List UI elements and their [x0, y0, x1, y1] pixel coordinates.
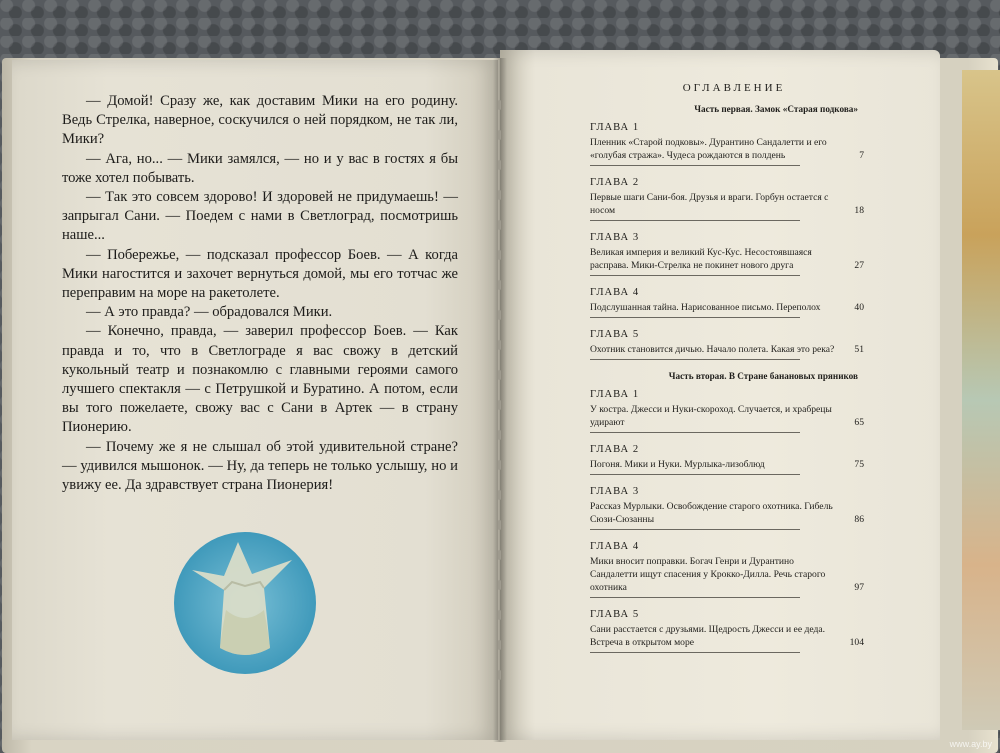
- toc-chapter-heading: ГЛАВА 5: [590, 329, 640, 340]
- toc-divider: [590, 359, 800, 360]
- toc-chapter: [590, 232, 864, 276]
- toc-chapter: [590, 541, 864, 598]
- toc-chapter: [590, 609, 864, 653]
- toc-page-number: 27: [854, 260, 864, 271]
- stitch: [498, 580, 501, 590]
- stitch: [498, 280, 501, 290]
- stitch: [498, 340, 501, 350]
- toc-page-number: 65: [854, 417, 864, 428]
- toc-chapter-description: [590, 500, 864, 526]
- toc-chapter-text: Пленник «Старой подковы». Дурантино Сандалетти и его «голубая стража». Чудеса рождаются в полдень: [590, 137, 827, 161]
- stitch: [498, 610, 501, 620]
- story-paragraph: — Конечно, правда, — заверил профессор Боев. — Как правда и то, что в Светлограде я вас свожу в детский кукольный театр и познакомлю с главными героями самого лучшего спектакля — с Петрушкой и Буратино. А потом, если вы того пожелаете, свожу вас с Сани в Артек — в страну Пионерию.: [62, 323, 458, 436]
- stitch: [498, 460, 501, 470]
- toc-divider: [590, 529, 800, 530]
- toc-chapter-text: У костра. Джесси и Нуки-скороход. Случается, и храбрецы удирают: [590, 404, 832, 428]
- toc-chapter-heading: ГЛАВА 3: [590, 486, 640, 497]
- toc-chapter: [590, 287, 864, 318]
- stitch: [498, 370, 501, 380]
- toc-divider: [590, 432, 800, 433]
- story-paragraph: — Так это совсем здорово! И здоровей не придумаешь! — запрыгал Сани. — Поедем с нами в Светлоград, посмотришь наше...: [62, 189, 458, 244]
- story-paragraph: — Почему же я не слышал об этой удивительной стране? — удивился мышонок. — Ну, да теперь не только услышу, но и увижу ее. Да здравствует страна Пионерия!: [62, 438, 458, 494]
- toc-chapter-description: [590, 458, 864, 471]
- toc-chapter-text: Рассказ Мурлыки. Освобождение старого охотника. Гибель Сюзи-Сюзанны: [590, 501, 833, 525]
- toc-page-number: 75: [854, 459, 864, 470]
- stitch: [498, 130, 501, 140]
- toc-chapter-heading: ГЛАВА 4: [590, 541, 640, 552]
- stitch: [498, 640, 501, 650]
- toc-page-number: 51: [854, 344, 864, 355]
- toc-chapter: [590, 177, 864, 221]
- toc-chapter: [590, 329, 864, 360]
- story-text: [62, 92, 458, 495]
- toc-chapter-text: Мики вносит поправки. Богач Генри и Дурантино Сандалетти ищут спасения у Крокко-Дилла. Речь старого охотника: [590, 556, 826, 593]
- toc-chapter-description: [590, 301, 864, 314]
- toc-divider: [590, 317, 800, 318]
- toc-chapter-heading: ГЛАВА 2: [590, 177, 640, 188]
- toc-divider: [590, 275, 800, 276]
- watermark: www.ay.by: [949, 739, 992, 749]
- story-paragraph: — Домой! Сразу же, как доставим Мики на его родину. Ведь Стрелка, наверное, соскучился о ней порядком, не так ли, Мики?: [62, 93, 458, 148]
- toc-part-title: Часть первая. Замок «Старая подкова»: [694, 104, 858, 114]
- stitch: [498, 190, 501, 200]
- stitch: [498, 520, 501, 530]
- story-paragraph: — Побережье, — подсказал профессор Боев. — А когда Мики нагостится и захочет вернуться домой, мы его тотчас же переправим на море на ракетолете.: [62, 246, 458, 302]
- toc-chapter-text: Погоня. Мики и Нуки. Мурлыка-лизоблюд: [590, 459, 765, 470]
- toc-page-number: 104: [849, 637, 864, 648]
- toc-chapter-heading: ГЛАВА 1: [590, 389, 640, 400]
- toc-chapter-description: [590, 623, 864, 649]
- toc-chapter: [590, 444, 864, 475]
- toc-divider: [590, 652, 800, 653]
- table-of-contents: [590, 82, 864, 664]
- toc-body: [590, 104, 864, 653]
- toc-chapter-text: Сани расстается с друзьями. Щедрость Джесси и ее деда. Встреча в открытом море: [590, 624, 826, 648]
- toc-page-number: 18: [854, 205, 864, 216]
- stitch: [498, 100, 501, 110]
- toc-chapter-description: [590, 191, 864, 217]
- toc-page-number: 97: [854, 582, 864, 593]
- toc-page-number: 86: [854, 514, 864, 525]
- toc-title: ОГЛАВЛЕНИЕ: [682, 82, 786, 94]
- cover-illustrated-edge: [962, 70, 1000, 730]
- stitch: [498, 550, 501, 560]
- stitch: [498, 400, 501, 410]
- toc-chapter-text: Великая империя и великий Кус-Кус. Несостоявшаяся расправа. Мики-Стрелка не покинет нового друга: [590, 247, 812, 271]
- toc-chapter: [590, 122, 864, 166]
- stitch: [498, 310, 501, 320]
- stitch: [498, 160, 501, 170]
- blue-circle-emblem-icon: [172, 530, 318, 676]
- stitch: [498, 670, 501, 680]
- toc-chapter-description: [590, 136, 864, 162]
- toc-chapter-heading: ГЛАВА 4: [590, 287, 640, 298]
- toc-page-number: 7: [859, 150, 864, 161]
- toc-chapter-description: [590, 343, 864, 356]
- toc-chapter-text: Первые шаги Сани-боя. Друзья и враги. Горбун остается с носом: [590, 192, 829, 216]
- toc-chapter-description: [590, 403, 864, 429]
- toc-chapter-text: Подслушанная тайна. Нарисованное письмо. Переполох: [590, 302, 821, 313]
- toc-chapter-description: [590, 555, 864, 594]
- toc-divider: [590, 597, 800, 598]
- story-paragraph: — Ага, но... — Мики замялся, — но и у вас в гостях я бы тоже хотел побывать.: [62, 150, 458, 186]
- toc-page-number: 40: [854, 302, 864, 313]
- toc-chapter-heading: ГЛАВА 3: [590, 232, 640, 243]
- toc-divider: [590, 474, 800, 475]
- toc-chapter-heading: ГЛАВА 1: [590, 122, 640, 133]
- toc-chapter-heading: ГЛАВА 5: [590, 609, 640, 620]
- toc-part-title: Часть вторая. В Стране банановых пряников: [668, 371, 858, 381]
- stitch: [498, 250, 501, 260]
- binding-stitches: [496, 100, 504, 700]
- stitch: [498, 490, 501, 500]
- toc-chapter-description: [590, 246, 864, 272]
- toc-divider: [590, 165, 800, 166]
- toc-chapter-heading: ГЛАВА 2: [590, 444, 640, 455]
- story-paragraph: — А это правда? — обрадовался Мики.: [86, 304, 333, 321]
- toc-divider: [590, 220, 800, 221]
- stitch: [498, 430, 501, 440]
- toc-chapter: [590, 389, 864, 433]
- stitch: [498, 220, 501, 230]
- toc-chapter: [590, 486, 864, 530]
- toc-chapter-text: Охотник становится дичью. Начало полета. Какая это река?: [590, 344, 835, 355]
